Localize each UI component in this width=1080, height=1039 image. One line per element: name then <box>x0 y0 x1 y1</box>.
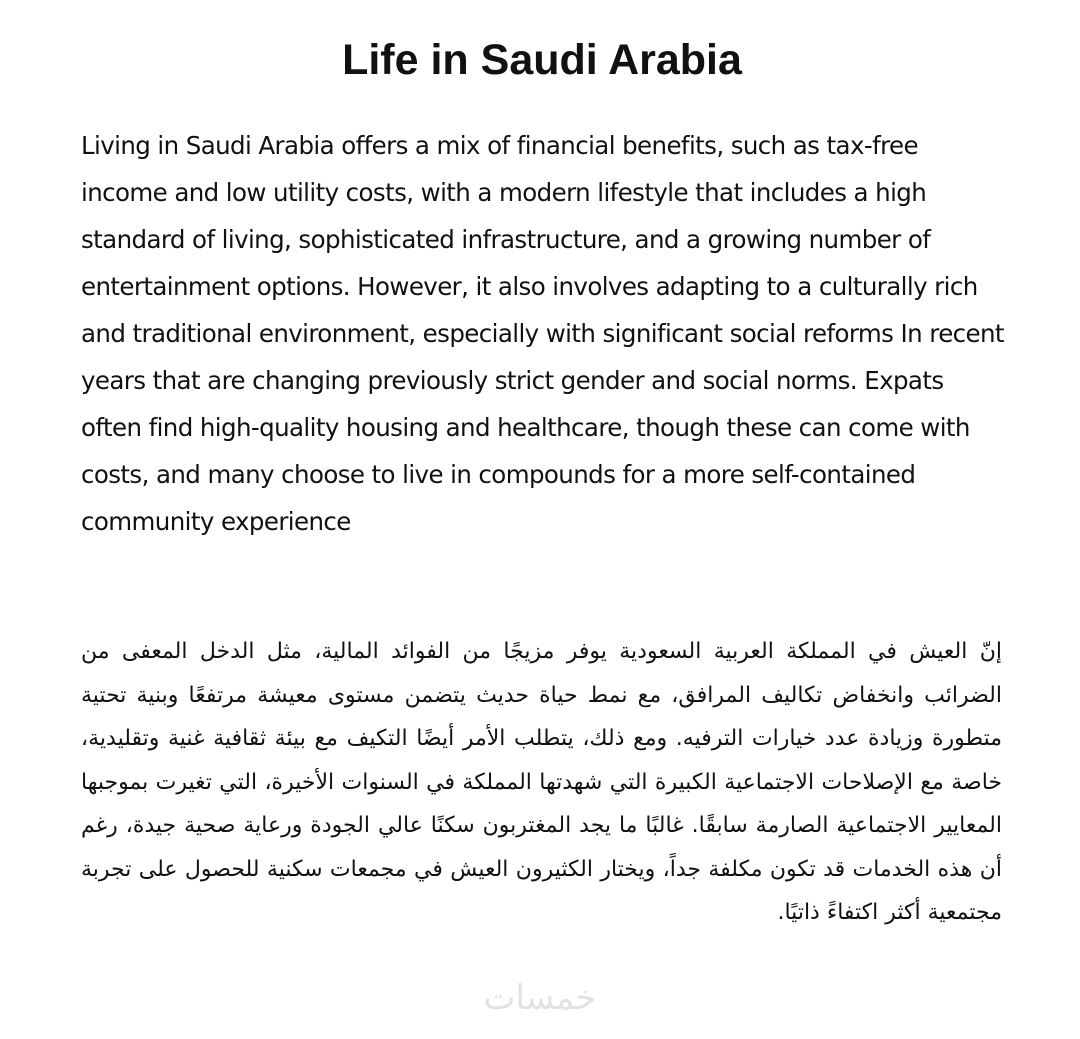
page-title: Life in Saudi Arabia <box>342 36 742 84</box>
arabic-paragraph: إنّ العيش في المملكة العربية السعودية يوفر مزيجًا من الفوائد المالية، مثل الدخل المعفى من الضرائب وانخفاض تكاليف المرافق، مع نمط حياة حديث يتضمن مستوى معيشة مرتفعًا وبنية تحتية متطورة وزيادة عدد خيارات الترفيه. ومع ذلك، يتطلب الأمر أيضًا التكيف مع بيئة ثقافية غنية وتقليدية، خاصة مع الإصلاحات الاجتماعية الكبيرة التي شهدتها المملكة في السنوات الأخيرة، التي تغيرت بموجبها المعايير الاجتماعية الصارمة سابقًا. غالبًا ما يجد المغتربون سكنًا عالي الجودة ورعاية صحية جيدة، رغم أن هذه الخدمات قد تكون مكلفة جداً، ويختار الكثيرون العيش في مجمعات سكنية للحصول على تجربة مجتمعية أكثر اكتفاءً ذاتيًا. <box>81 639 1002 925</box>
watermark-logo: خمسات <box>483 978 597 1018</box>
english-paragraph: Living in Saudi Arabia offers a mix of financial benefits, such as tax-free income and low utility costs, with a modern lifestyle that includes a high standard of living, sophisticated infrastructure, and a growing number of entertainment options. However, it also involves adapting to a culturally rich and traditional environment, especially with significant social reforms In recent years that are changing previously strict gender and social norms. Expats often find high-quality housing and healthcare, though these can come with costs, and many choose to live in compounds for a more self-contained community experience <box>81 131 1004 536</box>
